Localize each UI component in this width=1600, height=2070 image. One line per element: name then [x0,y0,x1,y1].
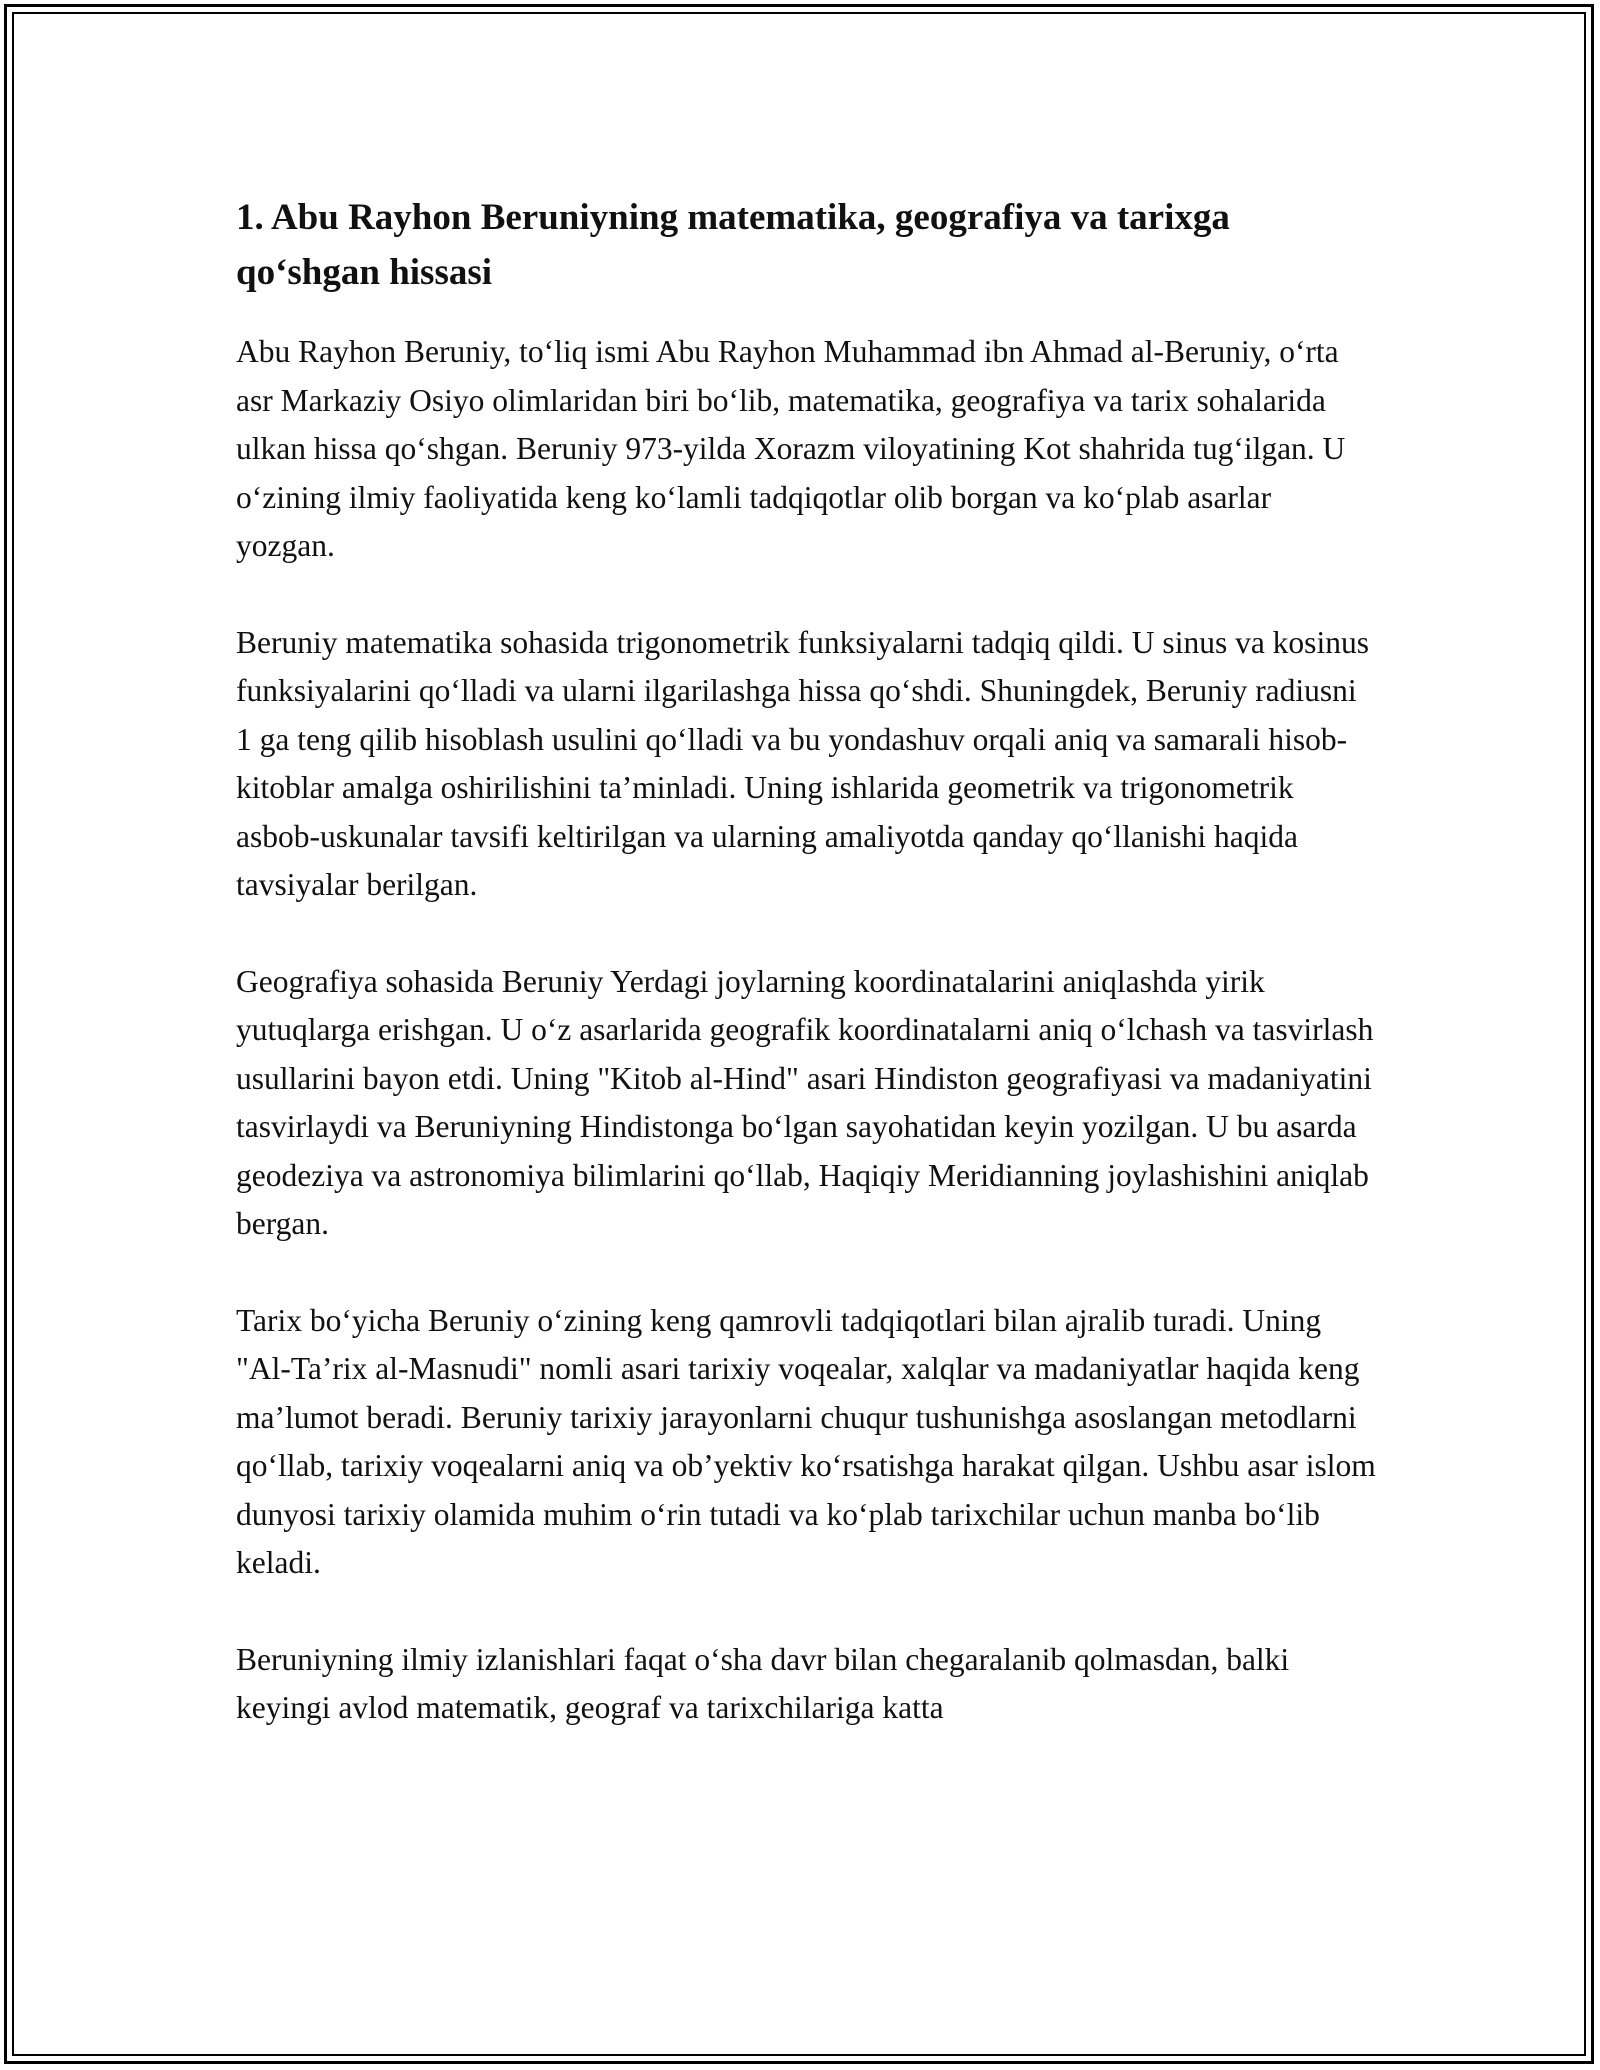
section-heading: 1. Abu Rayhon Beruniyning matematika, geografiya va tarixga qo‘shgan hissasi [236,197,1230,293]
document-body [236,190,1376,1781]
paragraph-intro: Abu Rayhon Beruniy, to‘liq ismi Abu Rayhon Muhammad ibn Ahmad al-Beruniy, o‘rta asr Markaziy Osiyo olimlaridan biri bo‘lib, matematika, geografiya va tarix sohalarida ulkan hissa qo‘shgan. Beruniy 973-yilda Xorazm viloyatining Kot shahrida tug‘ilgan. U o‘zining ilmiy faoliyatida keng ko‘lamli tadqiqotlar olib borgan va ko‘plab asarlar yozgan. [236,334,1346,563]
paragraph-mathematics: Beruniy matematika sohasida trigonometrik funksiyalarni tadqiq qildi. U sinus va kosinus funksiyalarini qo‘lladi va ularni ilgarilashga hissa qo‘shdi. Shuningdek, Beruniy radiusni 1 ga teng qilib hisoblash usulini qo‘lladi va bu yondashuv orqali aniq va samarali hisob-kitoblar amalga oshirilishini ta’minladi. Uning ishlarida geometrik va trigonometrik asbob-uskunalar tavsifi keltirilgan va ularning amaliyotda qanday qo‘llanishi haqida tavsiyalar berilgan. [236,624,1369,902]
paragraph-legacy: Beruniyning ilmiy izlanishlari faqat o‘sha davr bilan chegaralanib qolmasdan, balki keyingi avlod matematik, geograf va tarixchilariga katta [236,1641,1290,1725]
paragraph-history: Tarix bo‘yicha Beruniy o‘zining keng qamrovli tadqiqotlari bilan ajralib turadi. Uning "Al-Ta’rix al-Masnudi" nomli asari tarixiy voqealar, xalqlar va madaniyatlar haqida keng ma’lumot beradi. Beruniy tarixiy jarayonlarni chuqur tushunishga asoslangan metodlarni qo‘llab, tarixiy voqealarni aniq va ob’yektiv ko‘rsatishga harakat qilgan. Ushbu asar islom dunyosi tarixiy olamida muhim o‘rin tutadi va ko‘plab tarixchilar uchun manba bo‘lib keladi. [236,1302,1376,1580]
paragraph-geography: Geografiya sohasida Beruniy Yerdagi joylarning koordinatalarini aniqlashda yirik yutuqlarga erishgan. U o‘z asarlarida geografik koordinatalarni aniq o‘lchash va tasvirlash usullarini bayon etdi. Uning "Kitob al-Hind" asari Hindiston geografiyasi va madaniyatini tasvirlaydi va Beruniyning Hindistonga bo‘lgan sayohatidan keyin yozilgan. U bu asarda geodeziya va astronomiya bilimlarini qo‘llab, Haqiqiy Meridianning joylashishini aniqlab bergan. [236,963,1374,1241]
